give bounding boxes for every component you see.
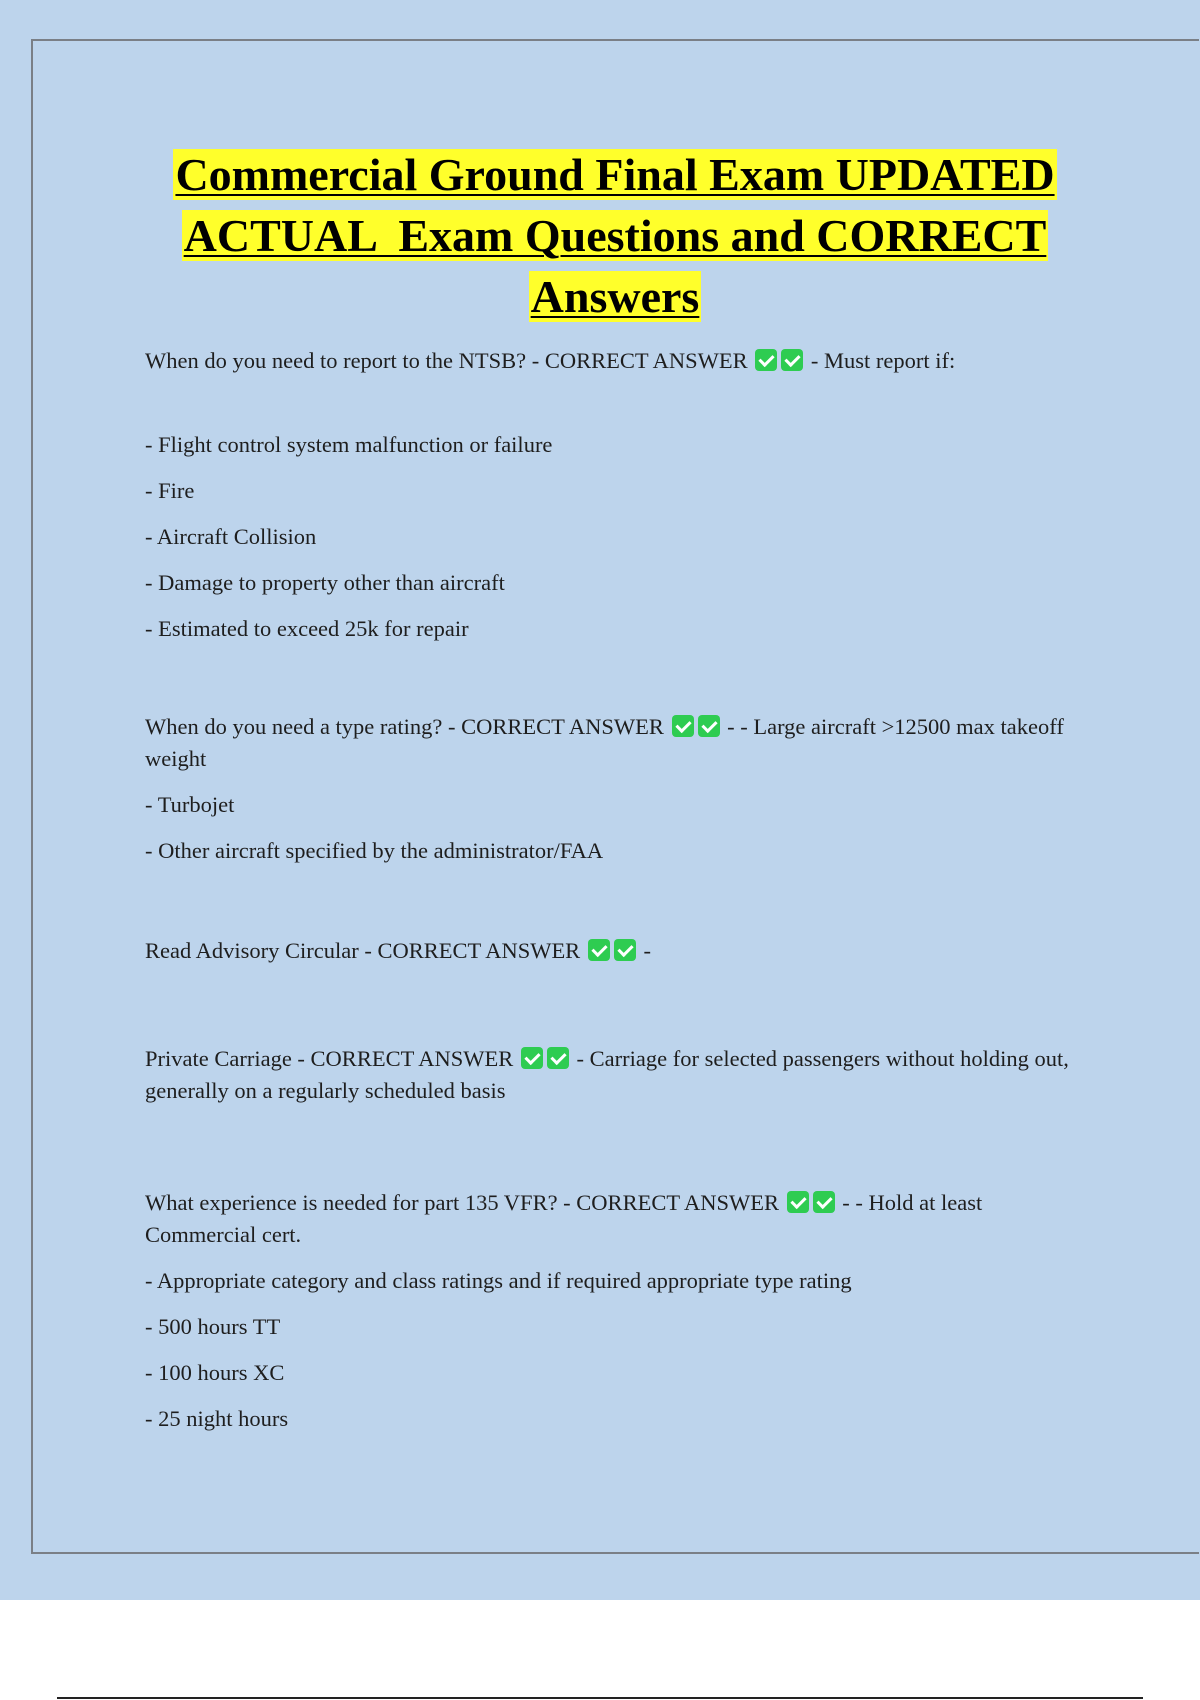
answer-text: - - Large aircraft >12500 max takeoff weight [145, 714, 1064, 771]
qa-item-type-rating [145, 711, 1085, 867]
answer-bullet: - Appropriate category and class ratings and if required appropriate type rating [145, 1268, 852, 1293]
document-title [145, 144, 1085, 327]
question-text: When do you need a type rating? - CORRECT ANSWER [145, 714, 664, 739]
qa-item-advisory-circular [145, 935, 1085, 967]
answer-bullet: - 100 hours XC [145, 1360, 285, 1385]
qa-item-ntsb [145, 345, 1085, 645]
answer-bullet: - Fire [145, 478, 195, 503]
answer-bullet: - 25 night hours [145, 1406, 289, 1431]
green-check-box-icon [521, 1047, 543, 1069]
green-check-box-icon [781, 349, 803, 371]
question-line [145, 345, 1085, 377]
title-line-3: Answers [530, 271, 700, 322]
question-line [145, 711, 1085, 775]
title-line-1: Commercial Ground Final Exam UPDATED [175, 149, 1055, 200]
answer-text: - - Hold at least Commercial cert. [145, 1190, 983, 1247]
answer-bullet-list [145, 1265, 1085, 1435]
title-line-2: ACTUAL Exam Questions and CORRECT [183, 210, 1047, 261]
answer-bullet: - Damage to property other than aircraft [145, 570, 505, 595]
question-line [145, 935, 1085, 967]
answer-bullet: - Other aircraft specified by the administrator/FAA [145, 838, 604, 863]
green-check-box-icon [588, 939, 610, 961]
question-text: Read Advisory Circular - CORRECT ANSWER [145, 938, 581, 963]
green-check-box-icon [614, 939, 636, 961]
green-check-box-icon [547, 1047, 569, 1069]
document-content [145, 144, 1085, 1435]
question-text: Private Carriage - CORRECT ANSWER [145, 1046, 514, 1071]
qa-item-private-carriage [145, 1043, 1085, 1107]
answer-text: - [643, 938, 651, 963]
answer-bullet-list [145, 429, 1085, 645]
question-text: What experience is needed for part 135 VFR? - CORRECT ANSWER [145, 1190, 780, 1215]
question-line [145, 1187, 1085, 1251]
green-check-box-icon [755, 349, 777, 371]
answer-bullet: - Aircraft Collision [145, 524, 317, 549]
answer-bullet: - Turbojet [145, 792, 235, 817]
question-text: When do you need to report to the NTSB? - CORRECT ANSWER [145, 348, 748, 373]
answer-text: - Must report if: [810, 348, 956, 373]
answer-bullet: - Flight control system malfunction or failure [145, 432, 553, 457]
green-check-box-icon [787, 1191, 809, 1213]
footer-divider [57, 1697, 1143, 1699]
green-check-box-icon [672, 715, 694, 737]
green-check-box-icon [698, 715, 720, 737]
question-line [145, 1043, 1085, 1107]
answer-bullet: - 500 hours TT [145, 1314, 281, 1339]
qa-item-part-135-vfr [145, 1187, 1085, 1435]
green-check-box-icon [813, 1191, 835, 1213]
answer-bullet-list [145, 789, 1085, 867]
answer-text: - Carriage for selected passengers without holding out, generally on a regularly scheduled basis [145, 1046, 1069, 1103]
answer-bullet: - Estimated to exceed 25k for repair [145, 616, 469, 641]
